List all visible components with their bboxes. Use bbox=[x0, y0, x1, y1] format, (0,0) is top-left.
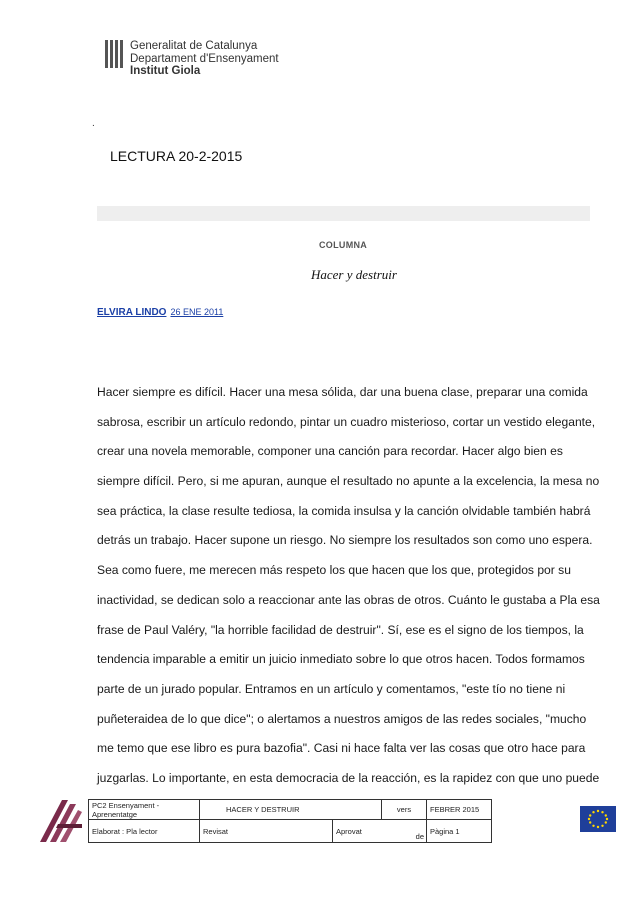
body-line: parte de un jurado popular. Entramos en un artículo y comentamos, "este tío no tiene ni bbox=[97, 681, 566, 696]
body-line: crear una novela memorable, componer una canción para recordar. Hacer algo bien es bbox=[97, 444, 563, 459]
body-line: frase de Paul Valéry, "la horrible facilidad de destruir". Sí, ese es el signo de los tiempos, la bbox=[97, 622, 584, 637]
body-line: tendencia imparable a emitir un juicio inmediato sobre lo que otros hacen. Todos formamos bbox=[97, 652, 585, 667]
org-line-2: Departament d'Ensenyament bbox=[130, 52, 279, 65]
footer-cell: PC2 Ensenyament - Aprenentatge bbox=[89, 800, 200, 820]
article-kicker: COLUMNA bbox=[319, 240, 368, 250]
organization-name bbox=[130, 40, 279, 78]
footer-cell: Pàgina 1 bbox=[427, 820, 492, 843]
body-line: sabrosa, escribir un artículo redondo, pintar un cuadro misterioso, cortar un vestido elegante, bbox=[97, 414, 596, 429]
byline bbox=[97, 307, 223, 318]
lectura-title: LECTURA 20-2-2015 bbox=[110, 148, 243, 164]
body-line: sea práctica, la clase resulte tediosa, la comida insulsa y la canción olvidable también habrá bbox=[97, 503, 591, 518]
footer-cell: HACER Y DESTRUIR bbox=[200, 800, 382, 820]
footer-de: de bbox=[415, 832, 424, 841]
catalan-flag-stripes-icon bbox=[104, 38, 126, 70]
body-line: siempre difícil. Pero, si me apuran, aunque el resultado no apunte a la excelencia, la mesa no bbox=[97, 474, 600, 489]
body-line: Hacer siempre es difícil. Hacer una mesa sólida, dar una buena clase, preparar una comida bbox=[97, 385, 588, 399]
footer-cell: FEBRER 2015 bbox=[427, 800, 492, 820]
article-body bbox=[97, 384, 600, 800]
divider-band bbox=[97, 206, 590, 221]
eu-flag-icon bbox=[580, 806, 616, 832]
school-logo-icon bbox=[38, 798, 84, 844]
footer-cell: vers bbox=[382, 800, 427, 820]
footer-approved: Aprovat bbox=[336, 826, 362, 836]
body-line: Sea como fuere, me merecen más respeto los que hacen que los que, protegidos por su bbox=[97, 563, 571, 578]
footer-cell: Revisat bbox=[200, 820, 333, 843]
stray-dot: . bbox=[92, 118, 95, 129]
body-line: juzgarlas. Lo importante, en esta democracia de la reacción, es la rapidez con que uno puede bbox=[97, 770, 600, 785]
footer-table bbox=[88, 799, 492, 843]
article-headline: Hacer y destruir bbox=[311, 267, 397, 282]
org-line-1: Generalitat de Catalunya bbox=[130, 40, 258, 52]
body-line: inactividad, se dedican solo a reaccionar ante las obras de otros. Cuánto le gustaba a Pla esa bbox=[97, 592, 600, 607]
body-line: detrás un trabajo. Hacer supone un riesgo. No siempre los resultados son como uno espera. bbox=[97, 533, 593, 548]
footer-cell: Elaborat : Pla lector bbox=[89, 820, 200, 843]
body-line: me temo que ese libro es pura bazofia". Casi ni hace falta ver las cosas que otro hace para bbox=[97, 741, 586, 756]
author-link[interactable]: ELVIRA LINDO bbox=[97, 307, 167, 318]
body-line: puñeteraidea de lo que dice"; o alertamos a nuestros amigos de las redes sociales, "mucho bbox=[97, 711, 587, 726]
footer-cell bbox=[333, 820, 427, 843]
date-link[interactable]: 26 ENE 2011 bbox=[170, 307, 224, 317]
org-line-3: Institut Giola bbox=[130, 65, 201, 77]
